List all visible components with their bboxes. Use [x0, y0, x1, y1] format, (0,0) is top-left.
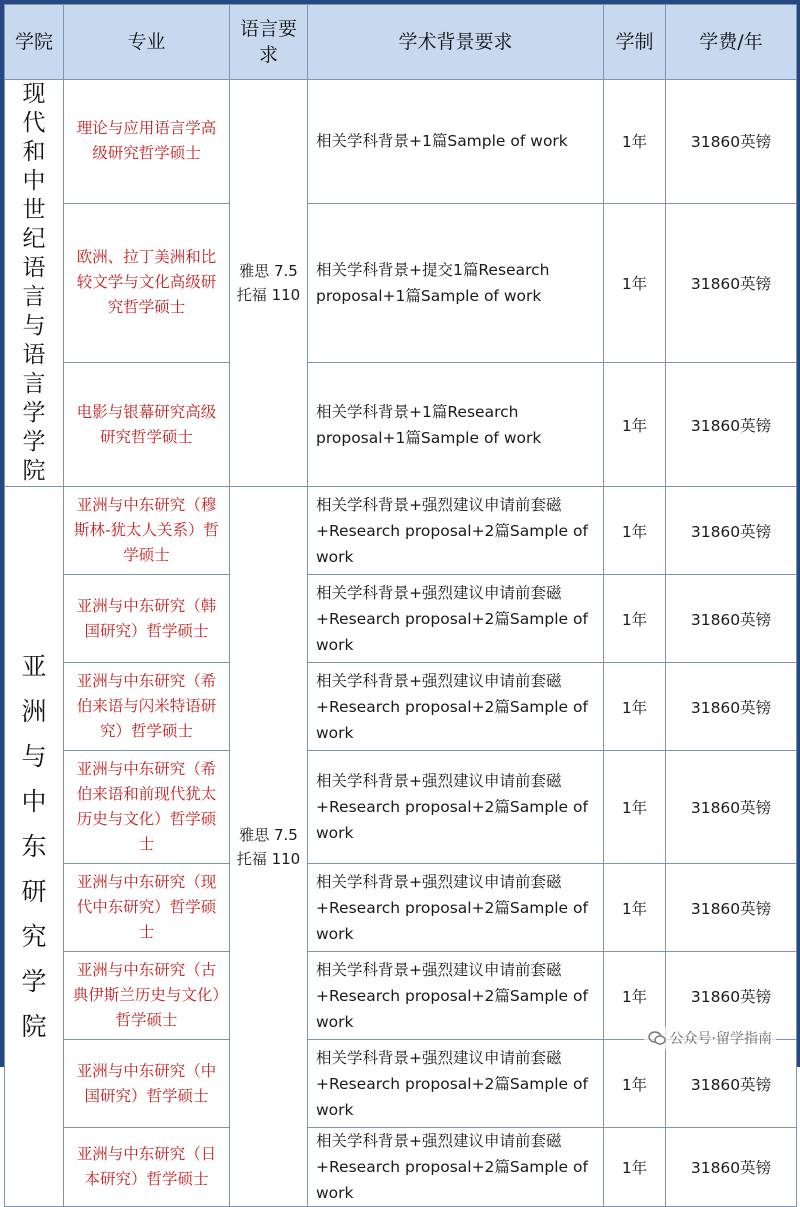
major-cell: 亚洲与中东研究（中国研究）哲学硕士	[64, 1040, 230, 1128]
background-cell: 相关学科背景+1篇Research proposal+1篇Sample of work	[308, 363, 604, 487]
table-row	[5, 1040, 797, 1128]
fee-cell: 31860英镑	[666, 663, 797, 751]
duration-cell: 1年	[604, 952, 666, 1040]
duration-cell: 1年	[604, 751, 666, 864]
fee-cell: 31860英镑	[666, 864, 797, 952]
duration-cell: 1年	[604, 864, 666, 952]
major-cell: 亚洲与中东研究（希伯来语与闪米特语研究）哲学硕士	[64, 663, 230, 751]
header-major: 专业	[64, 5, 230, 80]
background-cell: 相关学科背景+1篇Sample of work	[308, 80, 604, 204]
table-row	[5, 80, 797, 204]
duration-cell: 1年	[604, 1040, 666, 1128]
major-cell: 电影与银幕研究高级研究哲学硕士	[64, 363, 230, 487]
major-cell: 亚洲与中东研究（日本研究）哲学硕士	[64, 1128, 230, 1207]
background-cell: 相关学科背景+强烈建议申请前套磁+Research proposal+2篇Sample of work	[308, 663, 604, 751]
duration-cell: 1年	[604, 80, 666, 204]
header-fee: 学费/年	[666, 5, 797, 80]
fee-cell: 31860英镑	[666, 575, 797, 663]
table-row	[5, 575, 797, 663]
major-cell: 亚洲与中东研究（韩国研究）哲学硕士	[64, 575, 230, 663]
fee-cell: 31860英镑	[666, 1040, 797, 1128]
major-cell: 亚洲与中东研究（古典伊斯兰历史与文化）哲学硕士	[64, 952, 230, 1040]
fee-cell: 31860英镑	[666, 80, 797, 204]
duration-cell: 1年	[604, 575, 666, 663]
fee-cell: 31860英镑	[666, 363, 797, 487]
duration-cell: 1年	[604, 363, 666, 487]
header-background: 学术背景要求	[308, 5, 604, 80]
background-cell: 相关学科背景+提交1篇Research proposal+1篇Sample of work	[308, 203, 604, 362]
fee-cell: 31860英镑	[666, 203, 797, 362]
language-cell: 雅思 7.5 托福 110	[230, 80, 308, 487]
table-row	[5, 1128, 797, 1207]
major-cell: 亚洲与中东研究（希伯来语和前现代犹太历史与文化）哲学硕士	[64, 751, 230, 864]
background-cell: 相关学科背景+强烈建议申请前套磁+Research proposal+2篇Sample of work	[308, 575, 604, 663]
table-row	[5, 203, 797, 362]
fee-cell: 31860英镑	[666, 952, 797, 1040]
background-cell: 相关学科背景+强烈建议申请前套磁+Research proposal+2篇Sample of work	[308, 487, 604, 575]
duration-cell: 1年	[604, 487, 666, 575]
fee-cell: 31860英镑	[666, 487, 797, 575]
table-row	[5, 864, 797, 952]
table-row	[5, 487, 797, 575]
background-cell: 相关学科背景+强烈建议申请前套磁+Research proposal+2篇Sample of work	[308, 1040, 604, 1128]
major-cell: 欧洲、拉丁美洲和比较文学与文化高级研究哲学硕士	[64, 203, 230, 362]
header-duration: 学制	[604, 5, 666, 80]
duration-cell: 1年	[604, 1128, 666, 1207]
header-row	[5, 5, 797, 80]
major-cell: 理论与应用语言学高级研究哲学硕士	[64, 80, 230, 204]
major-cell: 亚洲与中东研究（现代中东研究）哲学硕士	[64, 864, 230, 952]
college-cell: 现代和中世纪语言与语言学学院	[5, 80, 64, 487]
duration-cell: 1年	[604, 663, 666, 751]
watermark	[644, 1027, 776, 1049]
watermark-text: 公众号·留学指南	[669, 1031, 772, 1047]
fee-cell: 31860英镑	[666, 751, 797, 864]
wechat-icon	[648, 1031, 666, 1045]
college-cell: 亚洲与中东研究学院	[5, 487, 64, 1207]
table-row	[5, 363, 797, 487]
major-cell: 亚洲与中东研究（穆斯林-犹太人关系）哲学硕士	[64, 487, 230, 575]
table-row	[5, 751, 797, 864]
background-cell: 相关学科背景+强烈建议申请前套磁+Research proposal+2篇Sample of work	[308, 864, 604, 952]
fee-cell: 31860英镑	[666, 1128, 797, 1207]
table-row	[5, 663, 797, 751]
background-cell: 相关学科背景+强烈建议申请前套磁+Research proposal+2篇Sample of work	[308, 751, 604, 864]
language-cell: 雅思 7.5 托福 110	[230, 487, 308, 1207]
background-cell: 相关学科背景+强烈建议申请前套磁+Research proposal+2篇Sample of work	[308, 1128, 604, 1207]
background-cell: 相关学科背景+强烈建议申请前套磁+Research proposal+2篇Sample of work	[308, 952, 604, 1040]
duration-cell: 1年	[604, 203, 666, 362]
header-language: 语言要求	[230, 5, 308, 80]
header-college: 学院	[5, 5, 64, 80]
